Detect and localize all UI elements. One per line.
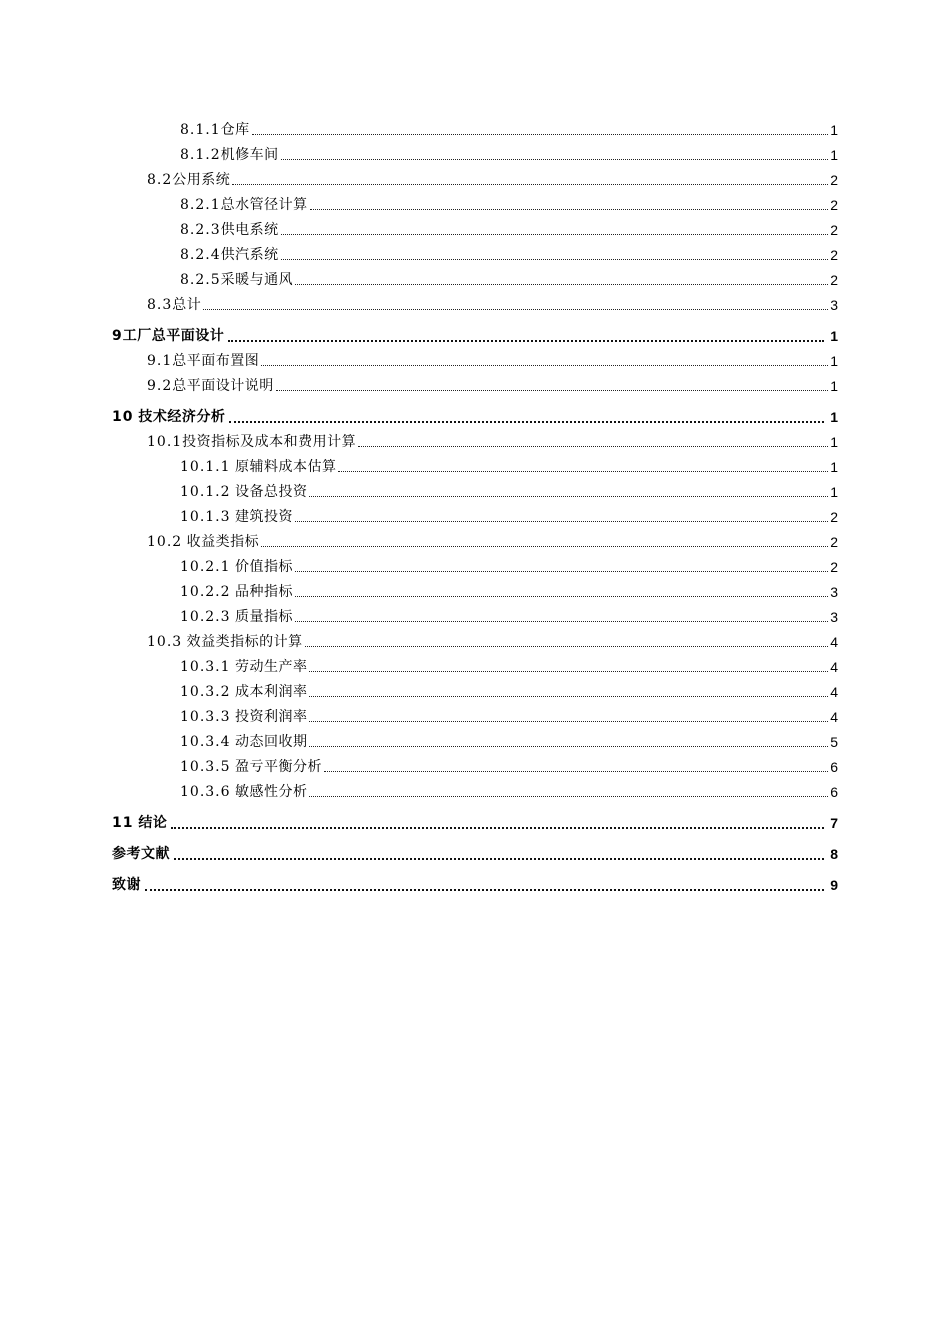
toc-entry-number: 8.2.5 — [180, 272, 221, 288]
toc-entry-title: 劳动生产率 — [234, 659, 308, 675]
toc-entry-title: 建筑投资 — [234, 509, 293, 525]
toc-entry-title: 仓库 — [220, 122, 250, 138]
toc-entry[interactable] — [112, 501, 838, 526]
toc-entry-page-number: 1 — [830, 434, 838, 450]
dot-leader — [261, 364, 828, 366]
toc-entry-number: 10.2.2 — [180, 584, 231, 600]
toc-entry[interactable] — [112, 114, 838, 139]
dot-leader — [309, 795, 828, 797]
toc-entry[interactable] — [112, 776, 838, 801]
toc-entry-number: 10.1.2 — [180, 484, 231, 500]
dot-leader — [309, 745, 828, 747]
toc-entry-title: 总水管径计算 — [220, 197, 308, 213]
toc-entry-page-number: 2 — [830, 272, 838, 288]
toc-entry-page-number: 3 — [830, 584, 838, 600]
toc-entry-page-number: 2 — [830, 247, 838, 263]
dot-leader — [295, 595, 828, 597]
toc-entry-page-number: 1 — [830, 484, 838, 500]
toc-entry-number: 10.3.5 — [180, 759, 231, 775]
toc-entry[interactable] — [112, 676, 838, 701]
toc-entry[interactable] — [112, 576, 838, 601]
dot-leader — [171, 826, 824, 829]
dot-leader — [261, 545, 828, 547]
toc-entry-title: 总平面布置图 — [172, 353, 260, 369]
toc-entry-title: 价值指标 — [234, 559, 293, 575]
toc-entry-page-number: 2 — [830, 559, 838, 575]
toc-entry-number: 10.2.1 — [180, 559, 231, 575]
toc-entry-page-number: 4 — [830, 634, 838, 650]
toc-entry-number: 10.3.1 — [180, 659, 231, 675]
toc-entry[interactable] — [112, 726, 838, 751]
toc-entry[interactable] — [112, 626, 838, 651]
toc-entry-title: 供电系统 — [220, 222, 279, 238]
toc-entry-title: 结论 — [138, 815, 168, 831]
toc-entry-title: 总平面设计说明 — [172, 378, 274, 394]
toc-entry-page-number: 2 — [830, 222, 838, 238]
toc-entry-title: 效益类指标的计算 — [186, 634, 303, 650]
toc-entry-page-number: 1 — [830, 459, 838, 475]
toc-entry-page-number: 7 — [830, 815, 838, 831]
dot-leader — [281, 258, 828, 260]
toc-entry-number: 9.2 — [147, 378, 173, 394]
toc-entry-page-number: 2 — [830, 197, 838, 213]
toc-entry-page-number: 1 — [830, 353, 838, 369]
toc-entry[interactable] — [112, 426, 838, 451]
toc-entry[interactable] — [112, 314, 838, 345]
toc-entry-page-number: 1 — [830, 328, 838, 344]
dot-leader — [324, 770, 828, 772]
toc-entry[interactable] — [112, 551, 838, 576]
toc-entry-number: 10 — [112, 409, 134, 425]
toc-entry[interactable] — [112, 164, 838, 189]
dot-leader — [203, 308, 828, 310]
toc-entry[interactable] — [112, 751, 838, 776]
toc-entry-page-number: 9 — [830, 877, 838, 893]
dot-leader — [276, 389, 828, 391]
dot-leader — [295, 570, 828, 572]
dot-leader — [229, 420, 824, 423]
toc-entry-page-number: 3 — [830, 609, 838, 625]
toc-entry-title: 投资利润率 — [234, 709, 308, 725]
toc-entry[interactable] — [112, 239, 838, 264]
dot-leader — [281, 158, 828, 160]
toc-entry[interactable] — [112, 139, 838, 164]
dot-leader — [232, 183, 828, 185]
toc-entry-page-number: 8 — [830, 846, 838, 862]
toc-entry[interactable] — [112, 526, 838, 551]
toc-entry-page-number: 6 — [830, 784, 838, 800]
toc-entry[interactable] — [112, 345, 838, 370]
toc-entry-page-number: 6 — [830, 759, 838, 775]
toc-entry-title: 投资指标及成本和费用计算 — [182, 434, 357, 450]
toc-entry-title: 动态回收期 — [234, 734, 308, 750]
toc-entry-number: 10.1.3 — [180, 509, 231, 525]
toc-entry-number: 8.1.1 — [180, 122, 221, 138]
toc-entry-number: 8.1.2 — [180, 147, 221, 163]
toc-entry-title: 总计 — [172, 297, 202, 313]
dot-leader — [309, 720, 828, 722]
toc-entry[interactable] — [112, 701, 838, 726]
toc-entry-title: 公用系统 — [172, 172, 231, 188]
toc-entry-title: 盈亏平衡分析 — [234, 759, 322, 775]
toc-entry-page-number: 4 — [830, 659, 838, 675]
toc-entry-number: 10.3.2 — [180, 684, 231, 700]
dot-leader — [295, 283, 828, 285]
toc-entry[interactable] — [112, 451, 838, 476]
toc-entry-title: 机修车间 — [220, 147, 279, 163]
dot-leader — [358, 445, 828, 447]
toc-entry-number: 10.3 — [147, 634, 183, 650]
toc-entry-page-number: 4 — [830, 684, 838, 700]
toc-entry-title: 品种指标 — [234, 584, 293, 600]
dot-leader — [295, 520, 828, 522]
dot-leader — [309, 695, 828, 697]
dot-leader — [310, 208, 828, 210]
toc-entry[interactable] — [112, 264, 838, 289]
toc-entry-number: 10.1.1 — [180, 459, 231, 475]
toc-entry[interactable] — [112, 370, 838, 395]
toc-entry-number: 8.2.3 — [180, 222, 221, 238]
table-of-contents — [112, 114, 838, 894]
toc-entry[interactable] — [112, 189, 838, 214]
toc-entry-title: 原辅料成本估算 — [234, 459, 337, 475]
toc-entry-page-number: 1 — [830, 378, 838, 394]
toc-entry-page-number: 3 — [830, 297, 838, 313]
toc-entry-page-number: 2 — [830, 509, 838, 525]
toc-entry[interactable] — [112, 601, 838, 626]
toc-entry[interactable] — [112, 214, 838, 239]
toc-entry-title: 质量指标 — [234, 609, 293, 625]
toc-entry[interactable] — [112, 395, 838, 426]
toc-entry[interactable] — [112, 476, 838, 501]
dot-leader — [281, 233, 828, 235]
toc-entry-page-number: 1 — [830, 409, 838, 425]
toc-entry-page-number: 2 — [830, 172, 838, 188]
toc-entry-title: 技术经济分析 — [138, 409, 226, 425]
toc-entry-number: 8.2.1 — [180, 197, 221, 213]
dot-leader — [295, 620, 828, 622]
dot-leader — [145, 888, 824, 891]
toc-entry-title: 设备总投资 — [234, 484, 308, 500]
toc-entry-number: 10.1 — [147, 434, 183, 450]
toc-entry-page-number: 2 — [830, 534, 838, 550]
toc-entry-title: 敏感性分析 — [234, 784, 308, 800]
toc-entry-number: 10.2 — [147, 534, 183, 550]
toc-entry-title: 致谢 — [112, 877, 141, 893]
dot-leader — [338, 470, 828, 472]
toc-entry-title: 采暖与通风 — [220, 272, 294, 288]
toc-entry[interactable] — [112, 832, 838, 863]
toc-entry-title: 供汽系统 — [220, 247, 279, 263]
dot-leader — [228, 339, 824, 342]
dot-leader — [309, 670, 828, 672]
toc-entry-number: 10.2.3 — [180, 609, 231, 625]
dot-leader — [305, 645, 828, 647]
toc-entry[interactable] — [112, 801, 838, 832]
toc-entry-number: 10.3.3 — [180, 709, 231, 725]
toc-entry-number: 11 — [112, 815, 134, 831]
toc-entry-number: 10.3.6 — [180, 784, 231, 800]
toc-entry-number: 9 — [112, 328, 123, 344]
toc-entry-page-number: 1 — [830, 122, 838, 138]
toc-entry-page-number: 4 — [830, 709, 838, 725]
toc-entry-title: 参考文献 — [112, 846, 170, 862]
dot-leader — [252, 133, 828, 135]
toc-entry-number: 8.2 — [147, 172, 173, 188]
toc-entry-page-number: 5 — [830, 734, 838, 750]
dot-leader — [309, 495, 828, 497]
toc-entry-number: 9.1 — [147, 353, 173, 369]
toc-entry-title: 收益类指标 — [186, 534, 260, 550]
toc-entry-number: 8.2.4 — [180, 247, 221, 263]
toc-entry[interactable] — [112, 863, 838, 894]
toc-entry-title: 成本利润率 — [234, 684, 308, 700]
dot-leader — [174, 857, 824, 860]
toc-entry[interactable] — [112, 651, 838, 676]
toc-entry-title: 工厂总平面设计 — [122, 328, 225, 344]
toc-entry-page-number: 1 — [830, 147, 838, 163]
toc-entry[interactable] — [112, 289, 838, 314]
toc-entry-number: 8.3 — [147, 297, 173, 313]
toc-entry-number: 10.3.4 — [180, 734, 231, 750]
